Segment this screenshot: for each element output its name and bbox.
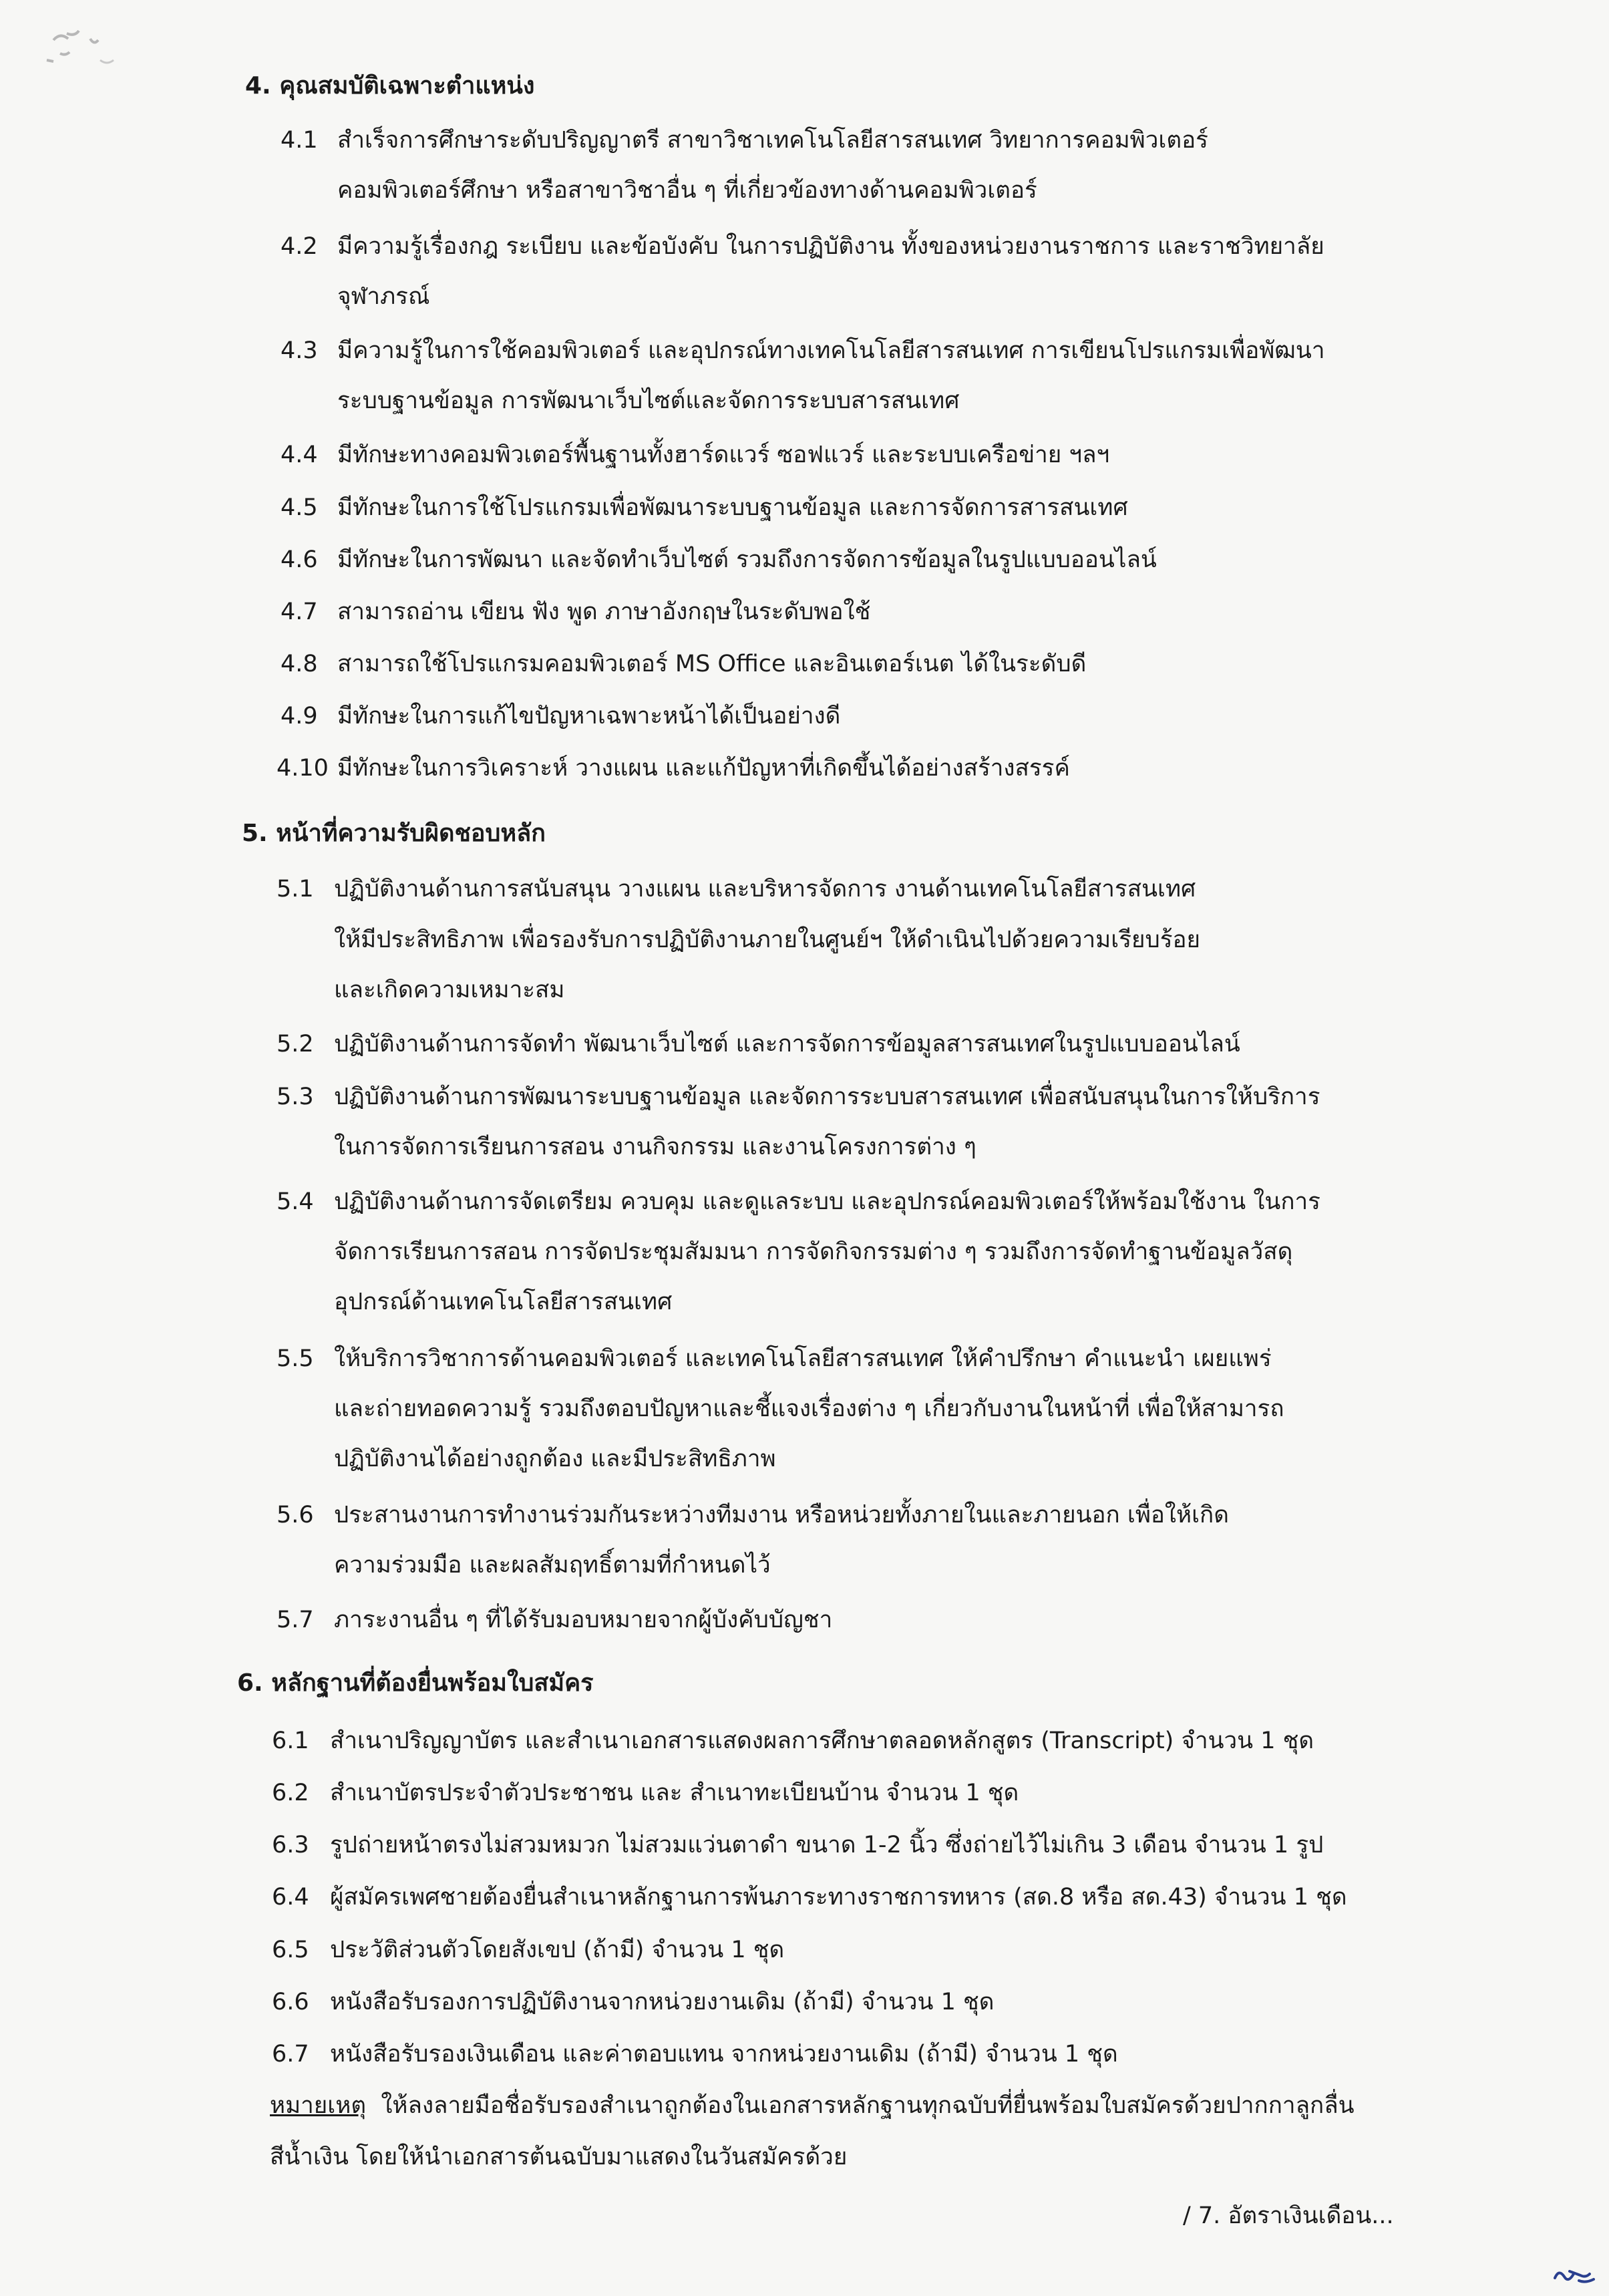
item-number: 5.7	[277, 1607, 314, 1633]
item-text: ภาระงานอื่น ๆ ที่ได้รับมอบหมายจากผู้บังคับบัญชา	[334, 1607, 833, 1633]
scan-smudge	[27, 13, 134, 107]
item-text: อุปกรณ์ด้านเทคโนโลยีสารสนเทศ	[334, 1289, 673, 1315]
item-text: ปฏิบัติงานด้านการพัฒนาระบบฐานข้อมูล และจัดการระบบสารสนเทศ เพื่อสนับสนุนในการให้บริการ	[334, 1084, 1320, 1110]
note-second-line: สีน้ำเงิน โดยให้นำเอกสารต้นฉบับมาแสดงในวันสมัครด้วย	[270, 2144, 848, 2170]
item-text: สำเนาบัตรประจำตัวประชาชน และ สำเนาทะเบียนบ้าน จำนวน 1 ชุด	[330, 1780, 1019, 1806]
note-first-line	[270, 2094, 1355, 2118]
item-text: ระบบฐานข้อมูล การพัฒนาเว็บไซต์และจัดการระบบสารสนเทศ	[337, 387, 960, 414]
item-text: มีทักษะในการพัฒนา และจัดทำเว็บไซต์ รวมถึงการจัดการข้อมูลในรูปแบบออนไลน์	[337, 546, 1157, 573]
item-text: ผู้สมัครเพศชายต้องยื่นสำเนาหลักฐานการพ้นภาระทางราชการทหาร (สด.8 หรือ สด.43) จำนวน 1 ชุด	[330, 1884, 1347, 1911]
item-text: ให้มีประสิทธิภาพ เพื่อรองรับการปฏิบัติงานภายในศูนย์ฯ ให้ดำเนินไปด้วยความเรียบร้อย	[334, 927, 1201, 953]
pen-mark-icon	[1550, 2258, 1603, 2291]
item-text: รูปถ่ายหน้าตรงไม่สวมหมวก ไม่สวมแว่นตาดำ ขนาด 1-2 นิ้ว ซึ่งถ่ายไว้ไม่เกิน 3 เดือน จำนวน 1 รูป	[330, 1832, 1324, 1858]
item-text: สามารถใช้โปรแกรมคอมพิวเตอร์ MS Office และอินเตอร์เนต ได้ในระดับดี	[337, 651, 1087, 677]
note-text: ให้ลงลายมือชื่อรับรองสำเนาถูกต้องในเอกสารหลักฐานทุกฉบับที่ยื่นพร้อมใบสมัครด้วยปากกาลูกลื่น	[366, 2092, 1355, 2119]
item-text: ปฏิบัติงานด้านการจัดทำ พัฒนาเว็บไซต์ และการจัดการข้อมูลสารสนเทศในรูปแบบออนไลน์	[334, 1031, 1240, 1057]
item-number: 4.6	[281, 546, 318, 573]
item-number: 6.2	[272, 1780, 309, 1806]
item-text: สามารถอ่าน เขียน ฟัง พูด ภาษาอังกฤษในระดับพอใช้	[337, 599, 871, 625]
item-text: ปฏิบัติงานด้านการจัดเตรียม ควบคุม และดูแลระบบ และอุปกรณ์คอมพิวเตอร์ให้พร้อมใช้งาน ในการ	[334, 1188, 1320, 1215]
item-number: 6.6	[272, 1989, 309, 2015]
section-4-heading: 4. คุณสมบัติเฉพาะตำแหน่ง	[245, 72, 535, 100]
item-text: และเกิดความเหมาะสม	[334, 977, 565, 1003]
item-text: หนังสือรับรองการปฏิบัติงานจากหน่วยงานเดิม (ถ้ามี) จำนวน 1 ชุด	[330, 1989, 995, 2015]
item-text: ในการจัดการเรียนการสอน งานกิจกรรม และงานโครงการต่าง ๆ	[334, 1134, 976, 1160]
item-text: สำเนาปริญญาบัตร และสำเนาเอกสารแสดงผลการศึกษาตลอดหลักสูตร (Transcript) จำนวน 1 ชุด	[330, 1728, 1314, 1754]
item-text: จุฬาภรณ์	[337, 283, 430, 310]
item-text: ความร่วมมือ และผลสัมฤทธิ์ตามที่กำหนดไว้	[334, 1552, 771, 1579]
note-label: หมายเหตุ	[270, 2092, 367, 2119]
item-number: 4.3	[281, 337, 318, 364]
item-number: 4.1	[281, 127, 318, 154]
item-number: 6.4	[272, 1884, 309, 1911]
item-text: สำเร็จการศึกษาระดับปริญญาตรี สาขาวิชาเทคโนโลยีสารสนเทศ วิทยาการคอมพิวเตอร์	[337, 127, 1208, 154]
item-number: 5.2	[277, 1031, 314, 1057]
item-text: มีทักษะในการวิเคราะห์ วางแผน และแก้ปัญหาที่เกิดขึ้นได้อย่างสร้างสรรค์	[337, 755, 1070, 782]
item-text: หนังสือรับรองเงินเดือน และค่าตอบแทน จากหน่วยงานเดิม (ถ้ามี) จำนวน 1 ชุด	[330, 2041, 1118, 2068]
item-text: ให้บริการวิชาการด้านคอมพิวเตอร์ และเทคโนโลยีสารสนเทศ ให้คำปรึกษา คำแนะนำ เผยแพร่	[334, 1345, 1272, 1372]
item-text: ประวัติส่วนตัวโดยสังเขป (ถ้ามี) จำนวน 1 ชุด	[330, 1937, 785, 1963]
item-text: จัดการเรียนการสอน การจัดประชุมสัมมนา การจัดกิจกรรมต่าง ๆ รวมถึงการจัดทำฐานข้อมูลวัสดุ	[334, 1239, 1293, 1265]
item-text: และถ่ายทอดความรู้ รวมถึงตอบปัญหาและชี้แจงเรื่องต่าง ๆ เกี่ยวกับงานในหน้าที่ เพื่อให้สามารถ	[334, 1396, 1284, 1422]
item-text: มีทักษะทางคอมพิวเตอร์พื้นฐานทั้งฮาร์ดแวร์ ซอฟแวร์ และระบบเครือข่าย ฯลฯ	[337, 442, 1110, 468]
item-number: 5.4	[277, 1188, 314, 1215]
section-6-heading: 6. หลักฐานที่ต้องยื่นพร้อมใบสมัคร	[237, 1669, 594, 1697]
item-number: 4.8	[281, 651, 318, 677]
item-text: มีความรู้ในการใช้คอมพิวเตอร์ และอุปกรณ์ทางเทคโนโลยีสารสนเทศ การเขียนโปรแกรมเพื่อพัฒนา	[337, 337, 1325, 364]
item-number: 6.1	[272, 1728, 309, 1754]
item-number: 4.7	[281, 599, 318, 625]
item-text: ปฏิบัติงานได้อย่างถูกต้อง และมีประสิทธิภาพ	[334, 1446, 776, 1472]
item-text: มีทักษะในการใช้โปรแกรมเพื่อพัฒนาระบบฐานข้อมูล และการจัดการสารสนเทศ	[337, 494, 1128, 521]
item-text: ปฏิบัติงานด้านการสนับสนุน วางแผน และบริหารจัดการ งานด้านเทคโนโลยีสารสนเทศ	[334, 876, 1196, 903]
item-text: คอมพิวเตอร์ศึกษา หรือสาขาวิชาอื่น ๆ ที่เกี่ยวข้องทางด้านคอมพิวเตอร์	[337, 177, 1037, 204]
item-number: 5.1	[277, 876, 314, 903]
item-number: 4.10	[277, 755, 329, 782]
item-number: 4.2	[281, 233, 318, 260]
item-number: 4.5	[281, 494, 318, 521]
item-number: 6.7	[272, 2041, 309, 2068]
item-number: 6.5	[272, 1937, 309, 1963]
continuation-marker: / 7. อัตราเงินเดือน...	[1183, 2202, 1394, 2229]
section-5-heading: 5. หน้าที่ความรับผิดชอบหลัก	[242, 820, 546, 847]
item-number: 6.3	[272, 1832, 309, 1858]
item-text: ประสานงานการทำงานร่วมกันระหว่างทีมงาน หรือหน่วยทั้งภายในและภายนอก เพื่อให้เกิด	[334, 1502, 1229, 1528]
item-number: 5.5	[277, 1345, 314, 1372]
item-text: มีทักษะในการแก้ไขปัญหาเฉพาะหน้าได้เป็นอย่างดี	[337, 703, 841, 729]
item-number: 5.6	[277, 1502, 314, 1528]
item-number: 5.3	[277, 1084, 314, 1110]
item-text: มีความรู้เรื่องกฎ ระเบียบ และข้อบังคับ ในการปฏิบัติงาน ทั้งของหน่วยงานราชการ และราชวิทยาลัย	[337, 233, 1324, 260]
item-number: 4.4	[281, 442, 318, 468]
item-number: 4.9	[281, 703, 318, 729]
